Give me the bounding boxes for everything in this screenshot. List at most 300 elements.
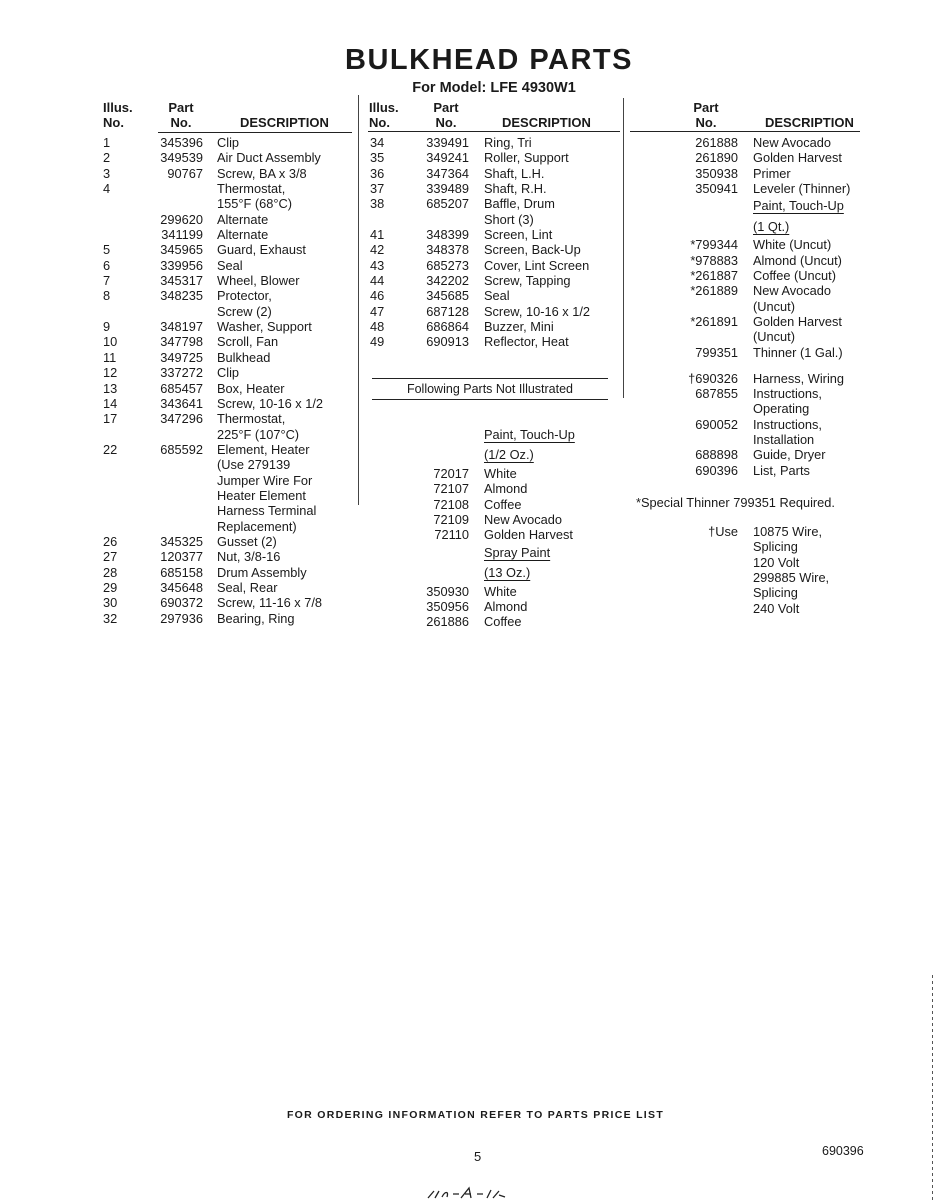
illus-number: 27 (103, 549, 118, 565)
header-part: Part No. (168, 100, 194, 130)
illus-number: 49 (370, 334, 385, 350)
description-line: Shaft, L.H. (484, 165, 545, 181)
description (217, 227, 268, 242)
parts-row (640, 150, 850, 165)
description-line: 225°F (107°C) (217, 426, 300, 442)
description (753, 447, 826, 462)
description-line: Golden Harvest (484, 527, 573, 543)
description-line: White (Uncut) (753, 237, 832, 253)
parts-row (640, 371, 850, 386)
ordering-info-footer: FOR ORDERING INFORMATION REFER TO PARTS PRICE LIST (286, 1109, 665, 1121)
description (484, 242, 581, 257)
part-number: 685158 (160, 564, 203, 580)
description-line: Almond (484, 481, 528, 497)
description-line: Nut, 3/8-16 (217, 549, 281, 565)
illus-number: 42 (370, 242, 385, 258)
parts-row (103, 396, 323, 411)
description (217, 273, 300, 288)
description-line: 120 Volt (753, 554, 800, 570)
description (484, 445, 534, 466)
description-line: Short (3) (484, 211, 534, 227)
description-line: Almond (Uncut) (753, 252, 842, 268)
part-number: 685592 (160, 441, 203, 457)
description (217, 534, 277, 549)
description (484, 135, 532, 150)
description (484, 288, 510, 303)
description (217, 411, 299, 442)
parts-row (370, 258, 590, 273)
part-number: 339956 (160, 257, 203, 273)
illus-number: 29 (103, 579, 118, 595)
part-number: 347798 (160, 334, 203, 350)
description (753, 524, 829, 616)
illus-number (370, 466, 422, 481)
subheading-text: (1/2 Oz.) (484, 447, 534, 463)
subheading-line (484, 543, 550, 564)
parts-row (370, 288, 590, 303)
parts-section (370, 425, 590, 466)
parts-row (103, 411, 323, 442)
illus-number: 34 (370, 135, 385, 150)
parts-row (370, 166, 590, 181)
description-line: 299885 Wire, (753, 570, 830, 586)
parts-section (640, 371, 850, 478)
part-number: 350930 (426, 583, 469, 599)
description (217, 288, 272, 319)
handwritten-mark (425, 1185, 535, 1200)
description (484, 196, 555, 227)
divider (630, 131, 860, 132)
parts-row (103, 350, 323, 365)
parts-row (640, 135, 850, 150)
parts-row (640, 253, 850, 268)
divider (158, 132, 352, 133)
part-number (422, 445, 469, 466)
description (484, 497, 521, 512)
illus-number (370, 512, 422, 527)
description-line: Box, Heater (217, 380, 285, 396)
illus-number: 9 (103, 319, 111, 335)
description (484, 150, 569, 165)
description-line: Coffee (484, 496, 522, 512)
description (217, 258, 243, 273)
description-line: Gusset (2) (217, 533, 277, 549)
part-number: 343641 (160, 395, 203, 411)
part-number (422, 563, 469, 584)
parts-section (370, 543, 590, 584)
parts-row (103, 258, 323, 273)
illus-number (370, 563, 422, 584)
part-number: 687128 (426, 303, 469, 319)
part-number: 345685 (426, 288, 469, 304)
description-line: Screw, 10-16 x 1/2 (484, 303, 590, 319)
description (753, 283, 831, 314)
illus-number (370, 445, 422, 466)
description-line: Roller, Support (484, 150, 569, 166)
description-line: Alternate (217, 227, 269, 243)
description (753, 253, 842, 268)
illus-number: 6 (103, 257, 111, 273)
description-line: Seal (484, 288, 510, 304)
parts-row (103, 135, 323, 150)
description-line: Drum Assembly (217, 564, 307, 580)
part-number (422, 543, 469, 564)
parts-row (103, 365, 323, 380)
page-title: BULKHEAD PARTS (345, 44, 633, 76)
part-number: 339489 (426, 181, 469, 197)
part-number: 345965 (160, 242, 203, 258)
illus-number: 32 (103, 610, 118, 626)
part-number (155, 181, 203, 196)
description-line: Seal, Rear (217, 579, 278, 595)
part-number: 72110 (434, 527, 469, 543)
part-number: 345648 (160, 579, 203, 595)
description-line: Golden Harvest (753, 314, 842, 330)
description (484, 166, 544, 181)
description-line: Ring, Tri (484, 135, 532, 150)
parts-row (370, 466, 590, 481)
description (217, 212, 268, 227)
part-number: *261887 (690, 268, 738, 284)
illus-number (103, 212, 155, 227)
parts-row (370, 196, 590, 227)
illus-number: 4 (103, 181, 111, 197)
description (484, 466, 517, 481)
illus-number (370, 527, 422, 542)
description (217, 580, 277, 595)
description-line: (Uncut) (753, 329, 795, 345)
description (217, 611, 295, 626)
description-line: Seal (217, 257, 243, 273)
parts-row (640, 237, 850, 252)
parts-section (370, 466, 590, 543)
description-line: Bearing, Ring (217, 610, 295, 626)
subheading-row (370, 445, 590, 466)
description-line: Cover, Lint Screen (484, 257, 590, 273)
description-line: Instructions, (753, 385, 822, 401)
parts-row (370, 304, 590, 319)
description (217, 396, 323, 411)
description-line: Golden Harvest (753, 150, 842, 166)
description-line: Harness Terminal (217, 503, 317, 519)
parts-section (370, 135, 590, 350)
part-number: 350956 (426, 598, 469, 614)
parts-section (370, 584, 590, 630)
description-line: Heater Element (217, 487, 306, 503)
document-number: 690396 (822, 1144, 864, 1158)
parts-row (103, 166, 323, 181)
description-line: Washer, Support (217, 319, 312, 335)
header-part: Part No. (433, 100, 459, 130)
parts-row (103, 319, 323, 334)
part-number: 347364 (426, 165, 469, 181)
description-line: Replacement) (217, 518, 297, 534)
description (484, 543, 550, 564)
description (484, 334, 569, 349)
illus-number: 30 (103, 595, 118, 611)
illus-number: 12 (103, 365, 118, 381)
part-number: 345396 (160, 135, 203, 150)
part-number: 690396 (695, 462, 738, 478)
description (484, 227, 552, 242)
description-line: List, Parts (753, 462, 810, 478)
subheading-row (370, 425, 590, 446)
description-line: Installation (753, 432, 815, 447)
parts-row (640, 345, 850, 360)
description (217, 350, 270, 365)
subheading-text: (1 Qt.) (753, 218, 790, 234)
parts-row (103, 227, 323, 242)
parts-row (370, 135, 590, 150)
illus-number: 36 (370, 165, 385, 181)
header-illus: Illus. No. (103, 100, 133, 130)
parts-row (370, 319, 590, 334)
part-number: 350941 (695, 181, 738, 197)
illus-number: 7 (103, 273, 111, 289)
parts-row (103, 381, 323, 396)
description-line: Coffee (Uncut) (753, 268, 836, 284)
page-number: 5 (474, 1149, 482, 1164)
header-illus: Illus. No. (369, 100, 399, 130)
description (484, 258, 589, 273)
description (217, 549, 280, 564)
description (753, 150, 842, 165)
description-line: Coffee (484, 614, 522, 630)
illus-number (370, 543, 422, 564)
description-line: (Use 279139 (217, 457, 291, 473)
part-number: *261891 (690, 314, 738, 330)
illus-number: 8 (103, 288, 111, 304)
part-number: 685457 (160, 380, 203, 396)
part-number: 72017 (433, 465, 469, 481)
part-number: 120377 (160, 549, 203, 565)
parts-row (370, 273, 590, 288)
parts-section (640, 196, 850, 237)
description (484, 181, 547, 196)
description (484, 319, 554, 334)
parts-row (103, 212, 323, 227)
illus-number (370, 425, 422, 446)
parts-row (103, 611, 323, 626)
description (753, 237, 831, 252)
description (217, 365, 239, 380)
part-number: 349241 (426, 150, 469, 166)
parts-section (640, 237, 850, 360)
illus-number (370, 481, 422, 496)
description-line: Element, Heater (217, 441, 310, 457)
description (484, 599, 527, 614)
description-line: Screen, Back-Up (484, 242, 581, 258)
parts-section (640, 135, 850, 196)
part-number: 348197 (160, 319, 203, 335)
illus-number: 47 (370, 303, 385, 319)
description-line: Instructions, (753, 416, 822, 432)
description (753, 345, 843, 360)
parts-row (103, 442, 323, 534)
description (484, 273, 571, 288)
description (753, 268, 836, 283)
parts-row (103, 181, 323, 212)
subheading-text: Spray Paint (484, 544, 551, 560)
description (753, 371, 844, 386)
parts-row (640, 463, 850, 478)
header-description: DESCRIPTION (502, 115, 591, 130)
subheading-row (640, 196, 850, 217)
description (484, 527, 573, 542)
illus-number: 41 (370, 227, 385, 243)
description-line: Protector, (217, 288, 272, 304)
parts-row (370, 227, 590, 242)
description-line: Clip (217, 365, 240, 381)
part-number: 349539 (160, 150, 203, 166)
description-line: Screw, 10-16 x 1/2 (217, 395, 323, 411)
part-number: 687855 (695, 385, 738, 401)
not-illustrated-note: Following Parts Not Illustrated (372, 378, 608, 400)
scan-edge (932, 975, 933, 1200)
description-line: Wheel, Blower (217, 273, 300, 289)
description (484, 563, 530, 584)
description (484, 425, 575, 446)
description-line: Leveler (Thinner) (753, 181, 851, 197)
divider (368, 131, 620, 132)
description-line: New Avocado (753, 135, 832, 150)
illus-number: 1 (103, 135, 111, 150)
part-number: 347296 (160, 411, 203, 427)
parts-section (103, 135, 323, 626)
part-number: 690052 (695, 416, 738, 432)
description-line: Screw (2) (217, 303, 272, 319)
illus-number: 10 (103, 334, 118, 350)
parts-row (103, 565, 323, 580)
special-thinner-note: *Special Thinner 799351 Required. (636, 495, 835, 510)
description-line: Primer (753, 165, 791, 181)
part-number: 261888 (695, 135, 738, 150)
column-divider (623, 98, 624, 398)
description-line: Clip (217, 135, 240, 150)
description (484, 481, 527, 496)
parts-row (640, 417, 850, 448)
part-number: 261890 (695, 150, 738, 166)
description-line: Operating (753, 401, 810, 417)
parts-row (103, 150, 323, 165)
description (753, 166, 791, 181)
illus-number: 28 (103, 564, 118, 580)
part-number: 348399 (426, 227, 469, 243)
model-subtitle: For Model: LFE 4930W1 (412, 80, 576, 96)
subheading-text: Paint, Touch-Up (753, 198, 844, 214)
description-line: Bulkhead (217, 349, 271, 365)
description-line: 240 Volt (753, 600, 800, 616)
description (217, 319, 312, 334)
header-description: DESCRIPTION (240, 115, 329, 130)
parts-row (370, 599, 590, 614)
parts-row (370, 584, 590, 599)
parts-row (370, 334, 590, 349)
parts-row (103, 334, 323, 349)
part-number: †Use (708, 524, 738, 540)
description-line: Scroll, Fan (217, 334, 279, 350)
part-number: 90767 (167, 165, 203, 181)
part-number (640, 217, 738, 238)
description (753, 314, 842, 345)
description-line: Shaft, R.H. (484, 181, 547, 197)
description-line: Jumper Wire For (217, 472, 313, 488)
description-line: Splicing (753, 539, 798, 555)
description-line: Screw, BA x 3/8 (217, 165, 307, 181)
illus-number (103, 227, 155, 242)
part-number: 688898 (695, 447, 738, 463)
description-line: Thinner (1 Gal.) (753, 344, 843, 360)
part-number: 297936 (160, 610, 203, 626)
subheading-line (753, 196, 844, 217)
description (217, 181, 292, 212)
illus-number: 38 (370, 196, 385, 212)
illus-number: 35 (370, 150, 385, 166)
parts-row (103, 549, 323, 564)
part-number: 690372 (160, 595, 203, 611)
illus-number: 11 (103, 349, 117, 365)
description-line: Buzzer, Mini (484, 319, 554, 335)
illus-number: 22 (103, 441, 118, 457)
illus-number: 17 (103, 411, 118, 427)
description-line: Air Duct Assembly (217, 150, 321, 166)
description (217, 381, 285, 396)
illus-number (370, 614, 422, 629)
illus-number: 13 (103, 380, 118, 396)
description (217, 595, 322, 610)
parts-row (103, 595, 323, 610)
illus-number: 43 (370, 257, 385, 273)
description-line: Thermostat, (217, 411, 286, 427)
parts-row (370, 242, 590, 257)
description-line: 155°F (68°C) (217, 196, 292, 212)
part-number: 72108 (433, 496, 469, 512)
parts-row (640, 283, 850, 314)
parts-row (370, 614, 590, 629)
part-number: 341199 (161, 227, 203, 243)
subheading-row (370, 543, 590, 564)
illus-number: 44 (370, 273, 385, 289)
illus-number (370, 584, 422, 599)
description-line: Guard, Exhaust (217, 242, 306, 258)
part-number (422, 425, 469, 446)
parts-row (103, 534, 323, 549)
parts-row (640, 386, 850, 417)
description (753, 417, 822, 448)
subheading-line (753, 217, 789, 238)
description-line: New Avocado (484, 511, 563, 527)
description (753, 217, 789, 238)
part-number: 345325 (160, 533, 203, 549)
part-number: 690913 (426, 334, 469, 350)
description (217, 442, 316, 534)
description (484, 584, 517, 599)
description-line: Guide, Dryer (753, 447, 826, 463)
description-line: Screw, Tapping (484, 273, 571, 289)
parts-row (370, 527, 590, 542)
description (217, 135, 239, 150)
column-divider (358, 95, 359, 505)
description (484, 614, 521, 629)
part-number: 350938 (695, 165, 738, 181)
parts-section (640, 524, 850, 616)
parts-row (103, 580, 323, 595)
description-line: Harness, Wiring (753, 370, 845, 386)
part-number: 261886 (426, 614, 469, 630)
subheading-line (484, 425, 575, 446)
header-description: DESCRIPTION (765, 115, 854, 130)
subheading-text: Paint, Touch-Up (484, 426, 575, 442)
